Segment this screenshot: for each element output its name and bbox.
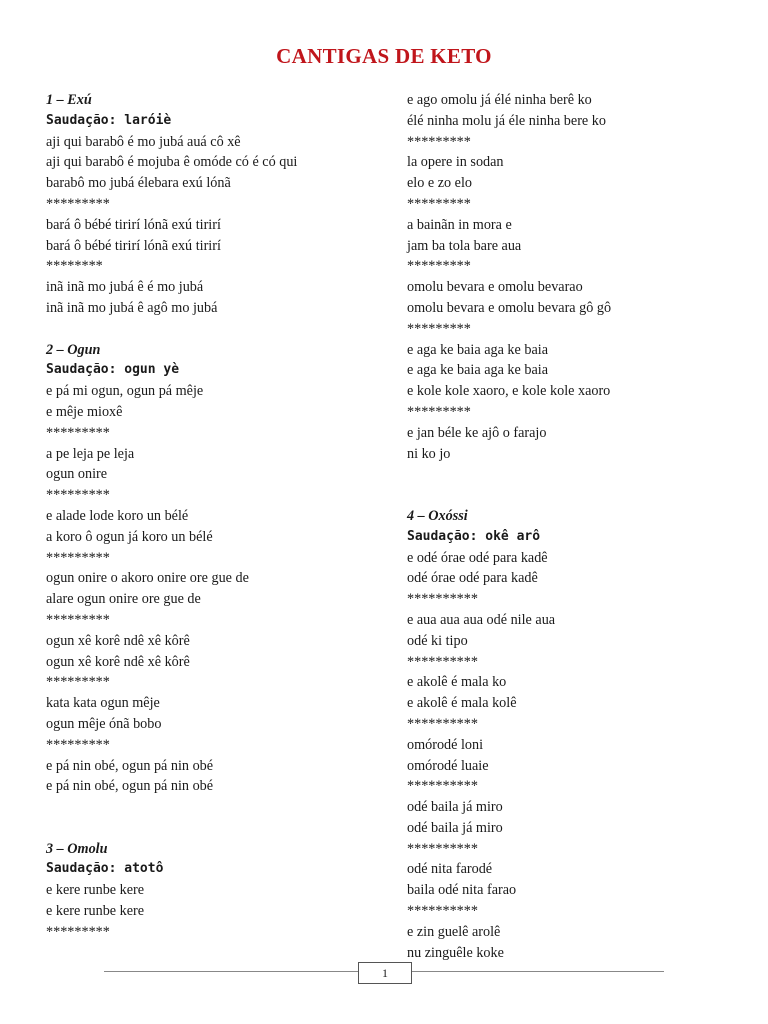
lyrics-omolu-continued <box>407 90 737 464</box>
lyric-line: omolu bevara e omolu bevara gô gô <box>407 299 612 316</box>
section-heading-ogun: 2 – Ogun <box>46 341 101 358</box>
section-heading-oxossi: 4 – Oxóssi <box>407 507 468 524</box>
lyric-line: nu zinguêle koke <box>407 944 504 961</box>
verse-separator: ********* <box>46 923 110 940</box>
lyric-line: élé ninha molu já éle ninha bere ko <box>407 112 606 129</box>
lyric-line: e aga ke baia aga ke baia <box>407 362 548 379</box>
section-salute-omolu: Saudação: atotô <box>46 861 164 877</box>
lyric-line: e kole kole xaoro, e kole kole xaoro <box>407 383 611 400</box>
lyric-line: odé baila já miro <box>407 819 503 836</box>
verse-separator: ********* <box>46 611 110 628</box>
section-salute-ogun: Saudação: ogun yè <box>46 362 180 378</box>
lyrics-ogun <box>46 381 376 797</box>
lyric-line: e pá nin obé, ogun pá nin obé <box>46 778 214 795</box>
lyric-line: kata kata ogun mêje <box>46 695 160 712</box>
section-salute-oxossi: Saudação: okê arô <box>407 528 541 544</box>
lyric-line: e pá mi ogun, ogun pá mêje <box>46 383 204 400</box>
lyric-line: e kere runbe kere <box>46 882 145 899</box>
lyric-line: e kere runbe kere <box>46 903 145 920</box>
verse-separator: ********** <box>407 591 478 608</box>
lyric-line: e alade lode koro un bélé <box>46 507 189 524</box>
lyrics-oxossi <box>407 548 737 964</box>
lyric-line: aji qui barabô é mojuba ê omóde có é có qui <box>46 154 298 171</box>
lyric-line: e zin guelê arolê <box>407 923 501 940</box>
lyric-line: e aua aua aua odé nile aua <box>407 611 556 628</box>
verse-separator: ******** <box>46 258 103 275</box>
section-heading-omolu: 3 – Omolu <box>46 840 108 857</box>
lyric-line: e ago omolu já élé ninha berê ko <box>407 92 592 108</box>
left-column <box>46 90 376 943</box>
lyric-line: barabô mo jubá élebara exú lónã <box>46 175 231 192</box>
spacer <box>46 797 376 839</box>
verse-separator: ********* <box>407 195 471 212</box>
verse-separator: ********** <box>407 778 478 795</box>
lyric-line: ogun xê korê ndê xê kôrê <box>46 632 190 649</box>
verse-separator: ********* <box>407 133 471 150</box>
lyric-line: inã inã mo jubá ê agô mo jubá <box>46 299 218 316</box>
lyric-line: ogun onire <box>46 466 108 483</box>
lyric-line: odé nita farodé <box>407 861 493 878</box>
lyric-line: e pá nin obé, ogun pá nin obé <box>46 757 214 774</box>
lyric-line: ogun xê korê ndê xê kôrê <box>46 653 190 670</box>
verse-separator: ********* <box>46 487 110 504</box>
lyric-line: e akolê é mala kolê <box>407 695 517 712</box>
verse-separator: ********** <box>407 840 478 857</box>
lyric-line: elo e zo elo <box>407 175 472 192</box>
lyric-line: e jan béle ke ajô o farajo <box>407 424 547 441</box>
section-heading-exu: 1 – Exú <box>46 92 92 108</box>
lyric-line: la opere in sodan <box>407 154 504 171</box>
verse-separator: ********* <box>46 195 110 212</box>
lyric-line: odé órae odé para kadê <box>407 570 538 587</box>
verse-separator: ********* <box>407 403 471 420</box>
verse-separator: ********** <box>407 653 478 670</box>
lyric-line: bará ô bébé tirirí lónã exú tirirí <box>46 237 221 254</box>
lyric-line: omórodé loni <box>407 736 484 753</box>
lyric-line: inã inã mo jubá ê é mo jubá <box>46 279 204 296</box>
lyric-line: a bainãn in mora e <box>407 216 512 233</box>
section-salute-exu: Saudação: laróiè <box>46 112 172 128</box>
lyric-line: e aga ke baia aga ke baia <box>407 341 548 358</box>
verse-separator: ********* <box>407 258 471 275</box>
page-number: 1 <box>358 962 412 984</box>
verse-separator: ********* <box>46 549 110 566</box>
spacer <box>46 319 376 340</box>
lyric-line: ni ko jo <box>407 445 451 462</box>
lyric-line: omórodé luaie <box>407 757 489 774</box>
lyric-line: odé ki tipo <box>407 632 468 649</box>
page-title: CANTIGAS DE KETO <box>276 44 492 68</box>
lyric-line: omolu bevara e omolu bevarao <box>407 279 583 296</box>
lyric-line: e akolê é mala ko <box>407 674 507 691</box>
lyric-line: e mêje mioxê <box>46 403 123 420</box>
verse-separator: ********** <box>407 715 478 732</box>
verse-separator: ********* <box>46 674 110 691</box>
verse-separator: ********* <box>46 424 110 441</box>
lyric-line: aji qui barabô é mo jubá auá cô xê <box>46 133 241 150</box>
lyric-line: jam ba tola bare aua <box>407 237 522 254</box>
spacer <box>407 464 737 506</box>
lyrics-omolu <box>46 880 376 942</box>
verse-separator: ********** <box>407 903 478 920</box>
right-column <box>407 90 737 963</box>
lyric-line: a koro ô ogun já koro un bélé <box>46 528 213 545</box>
lyrics-exu <box>46 132 376 319</box>
lyric-line: ogun onire o akoro onire ore gue de <box>46 570 249 587</box>
verse-separator: ********* <box>407 320 471 337</box>
verse-separator: ********* <box>46 736 110 753</box>
lyric-line: a pe leja pe leja <box>46 445 135 462</box>
lyric-line: ogun mêje ónã bobo <box>46 715 162 732</box>
lyric-line: alare ogun onire ore gue de <box>46 591 201 608</box>
lyric-line: odé baila já miro <box>407 799 503 816</box>
lyric-line: bará ô bébé tirirí lónã exú tirirí <box>46 216 221 233</box>
lyric-line: e odé órae odé para kadê <box>407 549 548 566</box>
lyric-line: baila odé nita farao <box>407 882 517 899</box>
